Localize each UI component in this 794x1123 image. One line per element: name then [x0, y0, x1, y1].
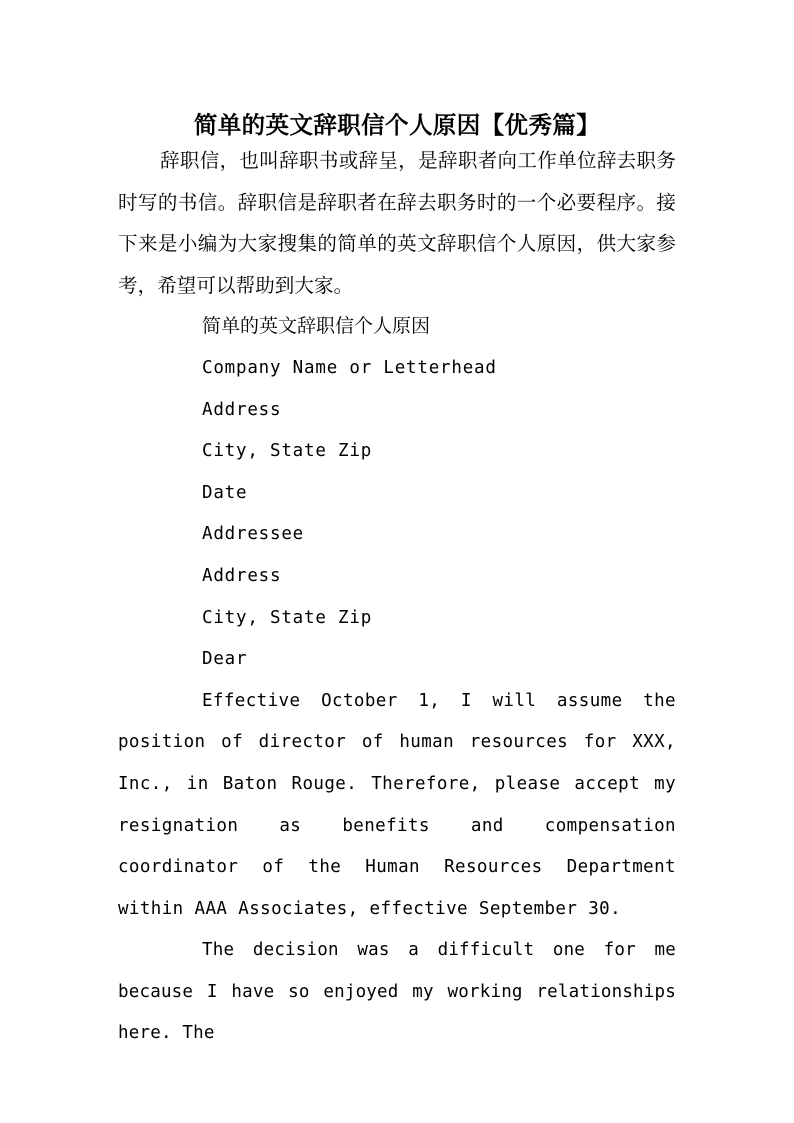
- template-line-company-name: Company Name or Letterhead: [202, 357, 497, 378]
- template-line-salutation: Dear: [202, 649, 248, 670]
- page-title: 简单的英文辞职信个人原因【优秀篇】: [193, 112, 601, 139]
- template-line-sender-city-state-zip: City, State Zip: [202, 441, 373, 462]
- template-line-recipient-address: Address: [202, 565, 282, 586]
- template-line-sender-address: Address: [202, 399, 282, 420]
- template-line-recipient-city-state-zip: City, State Zip: [202, 607, 373, 628]
- document-body: [118, 140, 676, 1055]
- template-line-date: Date: [202, 482, 248, 503]
- intro-paragraph: 辞职信，也叫辞职书或辞呈，是辞职者向工作单位辞去职务时写的书信。辞职信是辞职者在辞去职务时的一个必要程序。接下来是小编为大家搜集的简单的英文辞职信个人原因，供大家参考，希望可以帮助到大家。: [118, 149, 676, 297]
- template-line-addressee: Addressee: [202, 524, 305, 545]
- letter-subheading: 简单的英文辞职信个人原因: [202, 315, 431, 338]
- letter-body-paragraph-2: The decision was a difficult one for me because I have so enjoyed my working relationships here. The: [118, 940, 676, 1044]
- letter-body-paragraph-1: Effective October 1, I will assume the position of director of human resources for XXX, Inc., in Baton Rouge. Therefore, please accept my resignation as benefits and compensation coordinator of the Human Resources Department within AAA Associates, effective September 30.: [118, 690, 676, 919]
